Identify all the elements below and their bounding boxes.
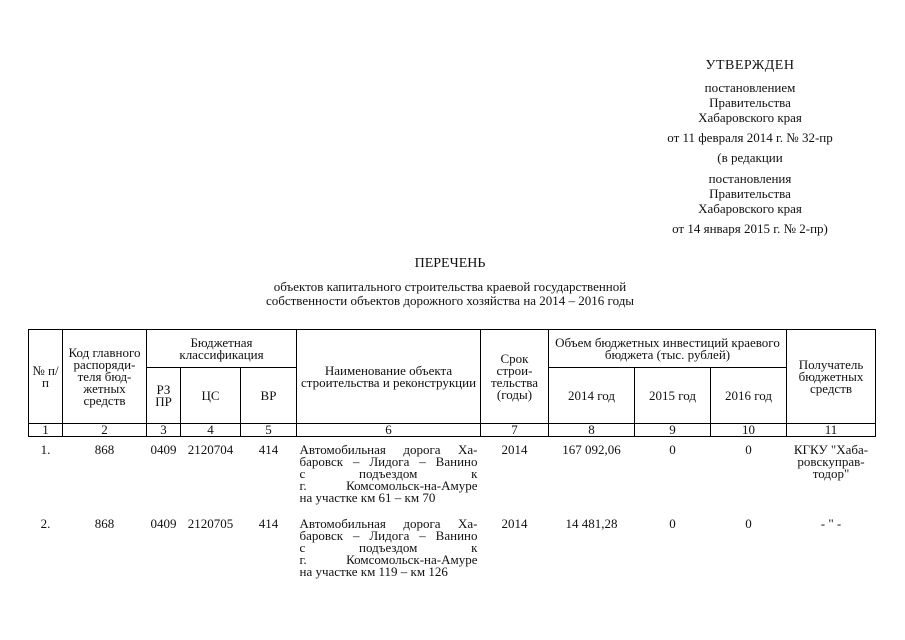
row-code: 868 [94,442,115,457]
header-receiver: Получатель бюджетных средств [787,330,876,424]
row-2015: 0 [669,516,676,531]
title-sub-line-2: собственности объектов дорожного хозяйства на 2014 – 2016 годы [265,293,635,308]
approval-note: (в редакции [717,150,783,165]
header-code: Код главного распоряди- теля бюд- жетных средств [63,330,147,424]
header-construction-term: Срок строи- тельства (годы) [481,330,549,424]
column-number: 5 [241,424,297,437]
approval-heading: УТВЕРЖДЕН [705,58,795,73]
header-year-2015: 2015 год [635,368,711,424]
name-line: баровск – Лидога – Ванино [299,454,478,469]
header-num: № п/п [29,330,63,424]
header-budget-classification: Бюджетная классификация [147,330,297,368]
title-sub-line-1: объектов капитального строительства краевой государственной [273,279,627,294]
row-code: 868 [94,516,115,531]
approval-block [640,58,860,241]
name-line: баровск – Лидога – Ванино [299,528,478,543]
name-line: с подъездом к [299,466,478,481]
row-vr: 414 [258,442,279,457]
row-rzpr: 0409 [150,442,177,457]
approval-line: Правительства [709,186,791,201]
row-num: 1. [40,442,51,457]
objects-table [28,329,876,585]
name-line: г. Комсомольск-на-Амуре [299,552,478,567]
approval-line: постановления [708,171,792,186]
row-term: 2014 [501,442,528,457]
column-number: 1 [29,424,63,437]
approval-line: постановлением [704,80,796,95]
name-line: Автомобильная дорога Ха- [299,442,478,457]
row-object-name [297,511,481,585]
column-number: 2 [63,424,147,437]
row-cs: 2120704 [187,442,234,457]
row-2016: 0 [745,442,752,457]
approval-line: Хабаровского края [698,110,802,125]
column-number: 10 [711,424,787,437]
header-rzpr: РЗ ПР [147,368,181,424]
row-cs: 2120705 [187,516,234,531]
row-term: 2014 [501,516,528,531]
column-number: 3 [147,424,181,437]
header-year-2014: 2014 год [549,368,635,424]
column-number: 8 [549,424,635,437]
approval-line: Правительства [709,95,791,110]
column-number: 11 [787,424,876,437]
header-year-2016: 2016 год [711,368,787,424]
column-number: 9 [635,424,711,437]
row-object-name [297,437,481,512]
header-investment-volume: Объем бюджетных инвестиций краевого бюджета (тыс. рублей) [549,330,787,368]
column-number: 4 [181,424,241,437]
row-2014: 14 481,28 [565,516,618,531]
row-receiver: КГКУ "Хаба- ровскуправ- тодор" [793,442,869,481]
name-line: на участке км 119 – км 126 [299,564,448,579]
column-number: 6 [297,424,481,437]
name-line: с подъездом к [299,540,478,555]
header-cs: ЦС [181,368,241,424]
row-rzpr: 0409 [150,516,177,531]
document-title [200,257,700,308]
title-main: ПЕРЕЧЕНЬ [414,256,486,271]
name-line: на участке км 61 – км 70 [299,490,436,505]
approval-date-2: от 14 января 2015 г. № 2-пр) [672,221,828,236]
approval-line: Хабаровского края [698,201,802,216]
approval-date: от 11 февраля 2014 г. № 32-пр [667,130,833,145]
table-row [29,511,876,585]
row-num: 2. [40,516,51,531]
table-row [29,437,876,512]
header-vr: ВР [241,368,297,424]
name-line: Автомобильная дорога Ха- [299,516,478,531]
column-number: 7 [481,424,549,437]
row-2016: 0 [745,516,752,531]
row-2015: 0 [669,442,676,457]
row-vr: 414 [258,516,279,531]
row-2014: 167 092,06 [562,442,621,457]
header-object-name: Наименование объекта строительства и реконструкции [297,330,481,424]
name-line: г. Комсомольск-на-Амуре [299,478,478,493]
row-receiver: - " - [820,516,842,531]
